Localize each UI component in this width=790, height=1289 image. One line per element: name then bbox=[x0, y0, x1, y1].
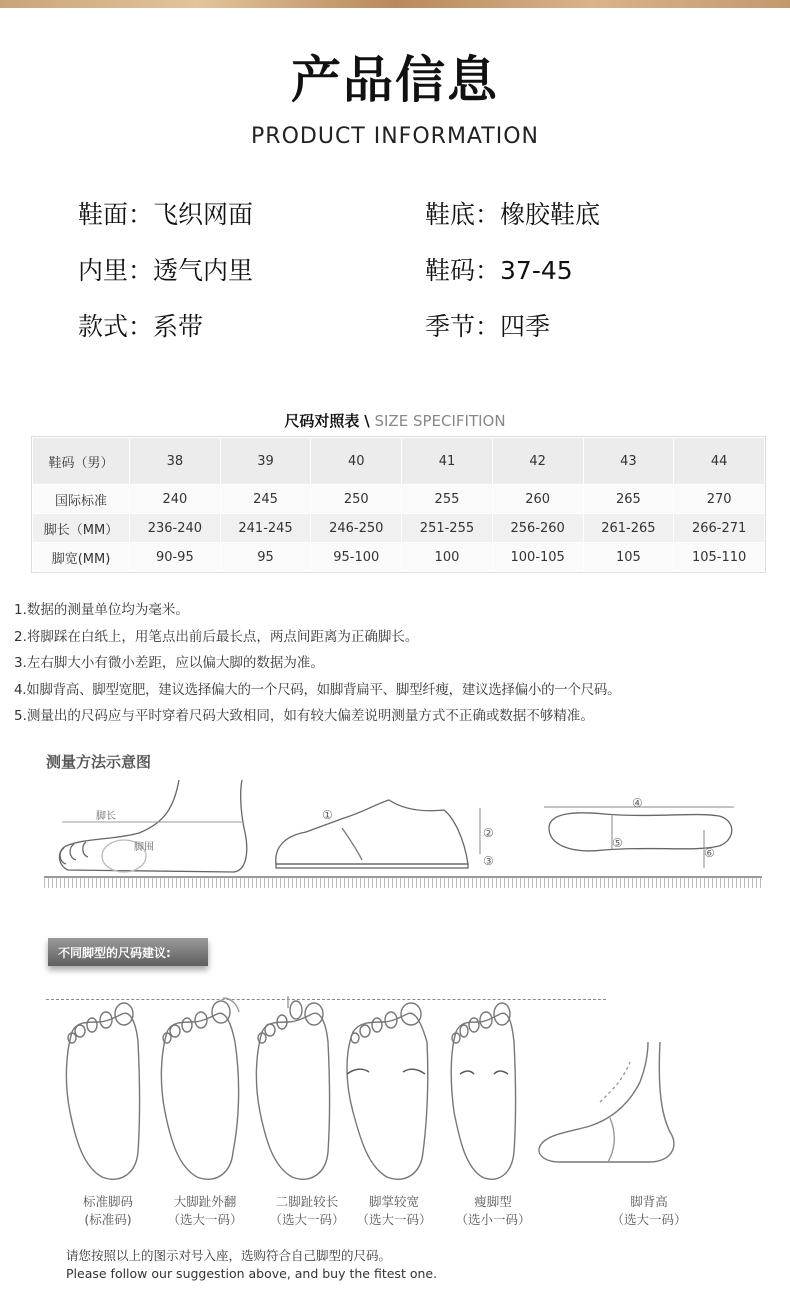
info-value: 透气内里 bbox=[153, 256, 254, 285]
note-item: 3.左右脚大小有微小差距，应以偏大脚的数据为准。 bbox=[14, 655, 324, 671]
table-cell: 100 bbox=[402, 543, 493, 572]
table-row bbox=[33, 543, 765, 572]
info-label: 鞋面： bbox=[78, 200, 154, 229]
table-cell: 270 bbox=[674, 485, 765, 514]
size-chart-separator: \ bbox=[364, 412, 370, 430]
foot-type-name: 大脚趾外翻 bbox=[173, 1194, 237, 1209]
info-label: 款式： bbox=[78, 312, 154, 341]
marker-1: ① bbox=[322, 808, 333, 822]
table-header-row bbox=[33, 438, 765, 485]
foot-slim bbox=[451, 1003, 515, 1179]
foot-type-label-high-instep bbox=[599, 1193, 699, 1229]
measure-ruler bbox=[44, 876, 762, 888]
foot-wide bbox=[347, 1003, 428, 1179]
info-value: 四季 bbox=[500, 312, 551, 341]
page-subtitle: PRODUCT INFORMATION bbox=[251, 124, 539, 149]
table-row bbox=[33, 514, 765, 543]
foot-type-name: 脚掌较宽 bbox=[368, 1194, 419, 1209]
table-cell: 95-100 bbox=[311, 543, 402, 572]
table-cell: 39 bbox=[220, 438, 311, 485]
foot-type-name: 标准脚码 bbox=[82, 1194, 133, 1209]
table-cell: 251-255 bbox=[402, 514, 493, 543]
table-cell: 国际标准 bbox=[33, 485, 130, 514]
table-cell: 236-240 bbox=[130, 514, 221, 543]
info-value: 37-45 bbox=[500, 256, 573, 285]
table-cell: 240 bbox=[130, 485, 221, 514]
foot-type-name: 脚背高 bbox=[630, 1194, 668, 1209]
foot-length-label: 脚长 bbox=[96, 811, 116, 822]
table-cell: 105-110 bbox=[674, 543, 765, 572]
table-cell: 42 bbox=[492, 438, 583, 485]
table-cell: 245 bbox=[220, 485, 311, 514]
top-decor-band bbox=[0, 0, 790, 8]
foot-type-advice: （选大一码） bbox=[611, 1212, 687, 1227]
table-cell: 241-245 bbox=[220, 514, 311, 543]
table-cell: 脚长（MM） bbox=[33, 514, 130, 543]
advice-badge-label: 不同脚型的尺码建议: bbox=[58, 946, 171, 960]
foot-type-label-long-toe bbox=[257, 1193, 357, 1229]
size-chart-title-cn: 尺码对照表 bbox=[284, 412, 360, 430]
foot-type-advice: （选大一码） bbox=[356, 1212, 432, 1227]
page-title: 产品信息 bbox=[291, 51, 499, 109]
shoe-drawing bbox=[276, 800, 468, 868]
foot-types-illustration bbox=[40, 992, 760, 1192]
foot-type-label-slim bbox=[443, 1193, 543, 1229]
measure-illustration bbox=[44, 778, 762, 888]
table-cell: 266-271 bbox=[674, 514, 765, 543]
foot-girth-label: 脚围 bbox=[134, 842, 154, 853]
table-cell: 44 bbox=[674, 438, 765, 485]
foot-type-advice: （选大一码） bbox=[167, 1212, 243, 1227]
table-cell: 255 bbox=[402, 485, 493, 514]
info-value: 系带 bbox=[153, 312, 204, 341]
table-row bbox=[33, 485, 765, 514]
note-item: 1.数据的测量单位均为毫米。 bbox=[14, 602, 189, 618]
table-cell: 246-250 bbox=[311, 514, 402, 543]
info-style bbox=[78, 307, 203, 343]
info-label: 季节： bbox=[425, 312, 501, 341]
table-cell: 95 bbox=[220, 543, 311, 572]
table-cell: 脚宽(MM) bbox=[33, 543, 130, 572]
foot-type-label-standard bbox=[58, 1193, 158, 1229]
table-cell: 256-260 bbox=[492, 514, 583, 543]
info-upper bbox=[78, 195, 253, 231]
marker-5: ⑤ bbox=[612, 836, 623, 850]
table-cell: 43 bbox=[583, 438, 674, 485]
table-cell: 265 bbox=[583, 485, 674, 514]
table-cell: 100-105 bbox=[492, 543, 583, 572]
foot-bunion bbox=[161, 998, 239, 1179]
note-item: 5.测量出的尺码应与平时穿着尺码大致相同，如有较大偏差说明测量方式不正确或数据不够精准。 bbox=[14, 708, 594, 724]
info-season bbox=[425, 307, 550, 343]
notes-list bbox=[14, 597, 784, 730]
foot-type-advice: （选小一码） bbox=[455, 1212, 531, 1227]
size-chart-title-en: SIZE SPECIFITION bbox=[374, 412, 506, 430]
size-chart-table bbox=[32, 437, 765, 572]
size-chart-title bbox=[0, 410, 790, 431]
info-value: 飞织网面 bbox=[153, 200, 254, 229]
info-size-range bbox=[425, 251, 573, 287]
foot-standard bbox=[66, 1003, 139, 1179]
info-label: 内里： bbox=[78, 256, 154, 285]
table-cell: 250 bbox=[311, 485, 402, 514]
marker-2: ② bbox=[483, 826, 494, 840]
table-cell: 38 bbox=[130, 438, 221, 485]
table-cell: 90-95 bbox=[130, 543, 221, 572]
table-cell: 41 bbox=[402, 438, 493, 485]
foot-type-advice: （选大一码） bbox=[269, 1212, 345, 1227]
table-cell: 105 bbox=[583, 543, 674, 572]
foot-type-label-bunion bbox=[155, 1193, 255, 1229]
note-item: 2.将脚踩在白纸上，用笔点出前后最长点，两点间距离为正确脚长。 bbox=[14, 628, 419, 645]
info-label: 鞋底： bbox=[425, 200, 501, 229]
foot-type-advice: (标准码) bbox=[84, 1212, 132, 1227]
advice-badge bbox=[48, 938, 208, 966]
table-cell: 40 bbox=[311, 438, 402, 485]
info-lining bbox=[78, 251, 253, 287]
info-sole bbox=[425, 195, 600, 231]
footer-note bbox=[66, 1247, 437, 1283]
info-label: 鞋码： bbox=[425, 256, 501, 285]
table-cell: 261-265 bbox=[583, 514, 674, 543]
marker-3: ③ bbox=[483, 854, 494, 868]
info-value: 橡胶鞋底 bbox=[500, 200, 601, 229]
foot-type-label-wide bbox=[344, 1193, 444, 1229]
marker-4: ④ bbox=[632, 796, 643, 810]
note-item: 4.如脚背高、脚型宽肥，建议选择偏大的一个尺码，如脚背扁平、脚型纤瘦，建议选择偏小的一个尺码。 bbox=[14, 681, 621, 698]
footer-note-cn: 请您按照以上的图示对号入座，选购符合自己脚型的尺码。 bbox=[66, 1248, 392, 1263]
table-cell: 260 bbox=[492, 485, 583, 514]
foot-type-name: 二脚趾较长 bbox=[275, 1194, 339, 1209]
measure-title: 测量方法示意图 bbox=[46, 753, 152, 771]
foot-type-name: 瘦脚型 bbox=[474, 1194, 512, 1209]
foot-side-drawing bbox=[59, 780, 246, 872]
table-cell: 鞋码（男） bbox=[33, 438, 130, 485]
footer-note-en: Please follow our suggestion above, and buy the fitest one. bbox=[66, 1266, 438, 1281]
foot-high-instep bbox=[539, 1042, 674, 1162]
foot-long-second-toe bbox=[256, 996, 329, 1179]
marker-6: ⑥ bbox=[704, 846, 715, 860]
